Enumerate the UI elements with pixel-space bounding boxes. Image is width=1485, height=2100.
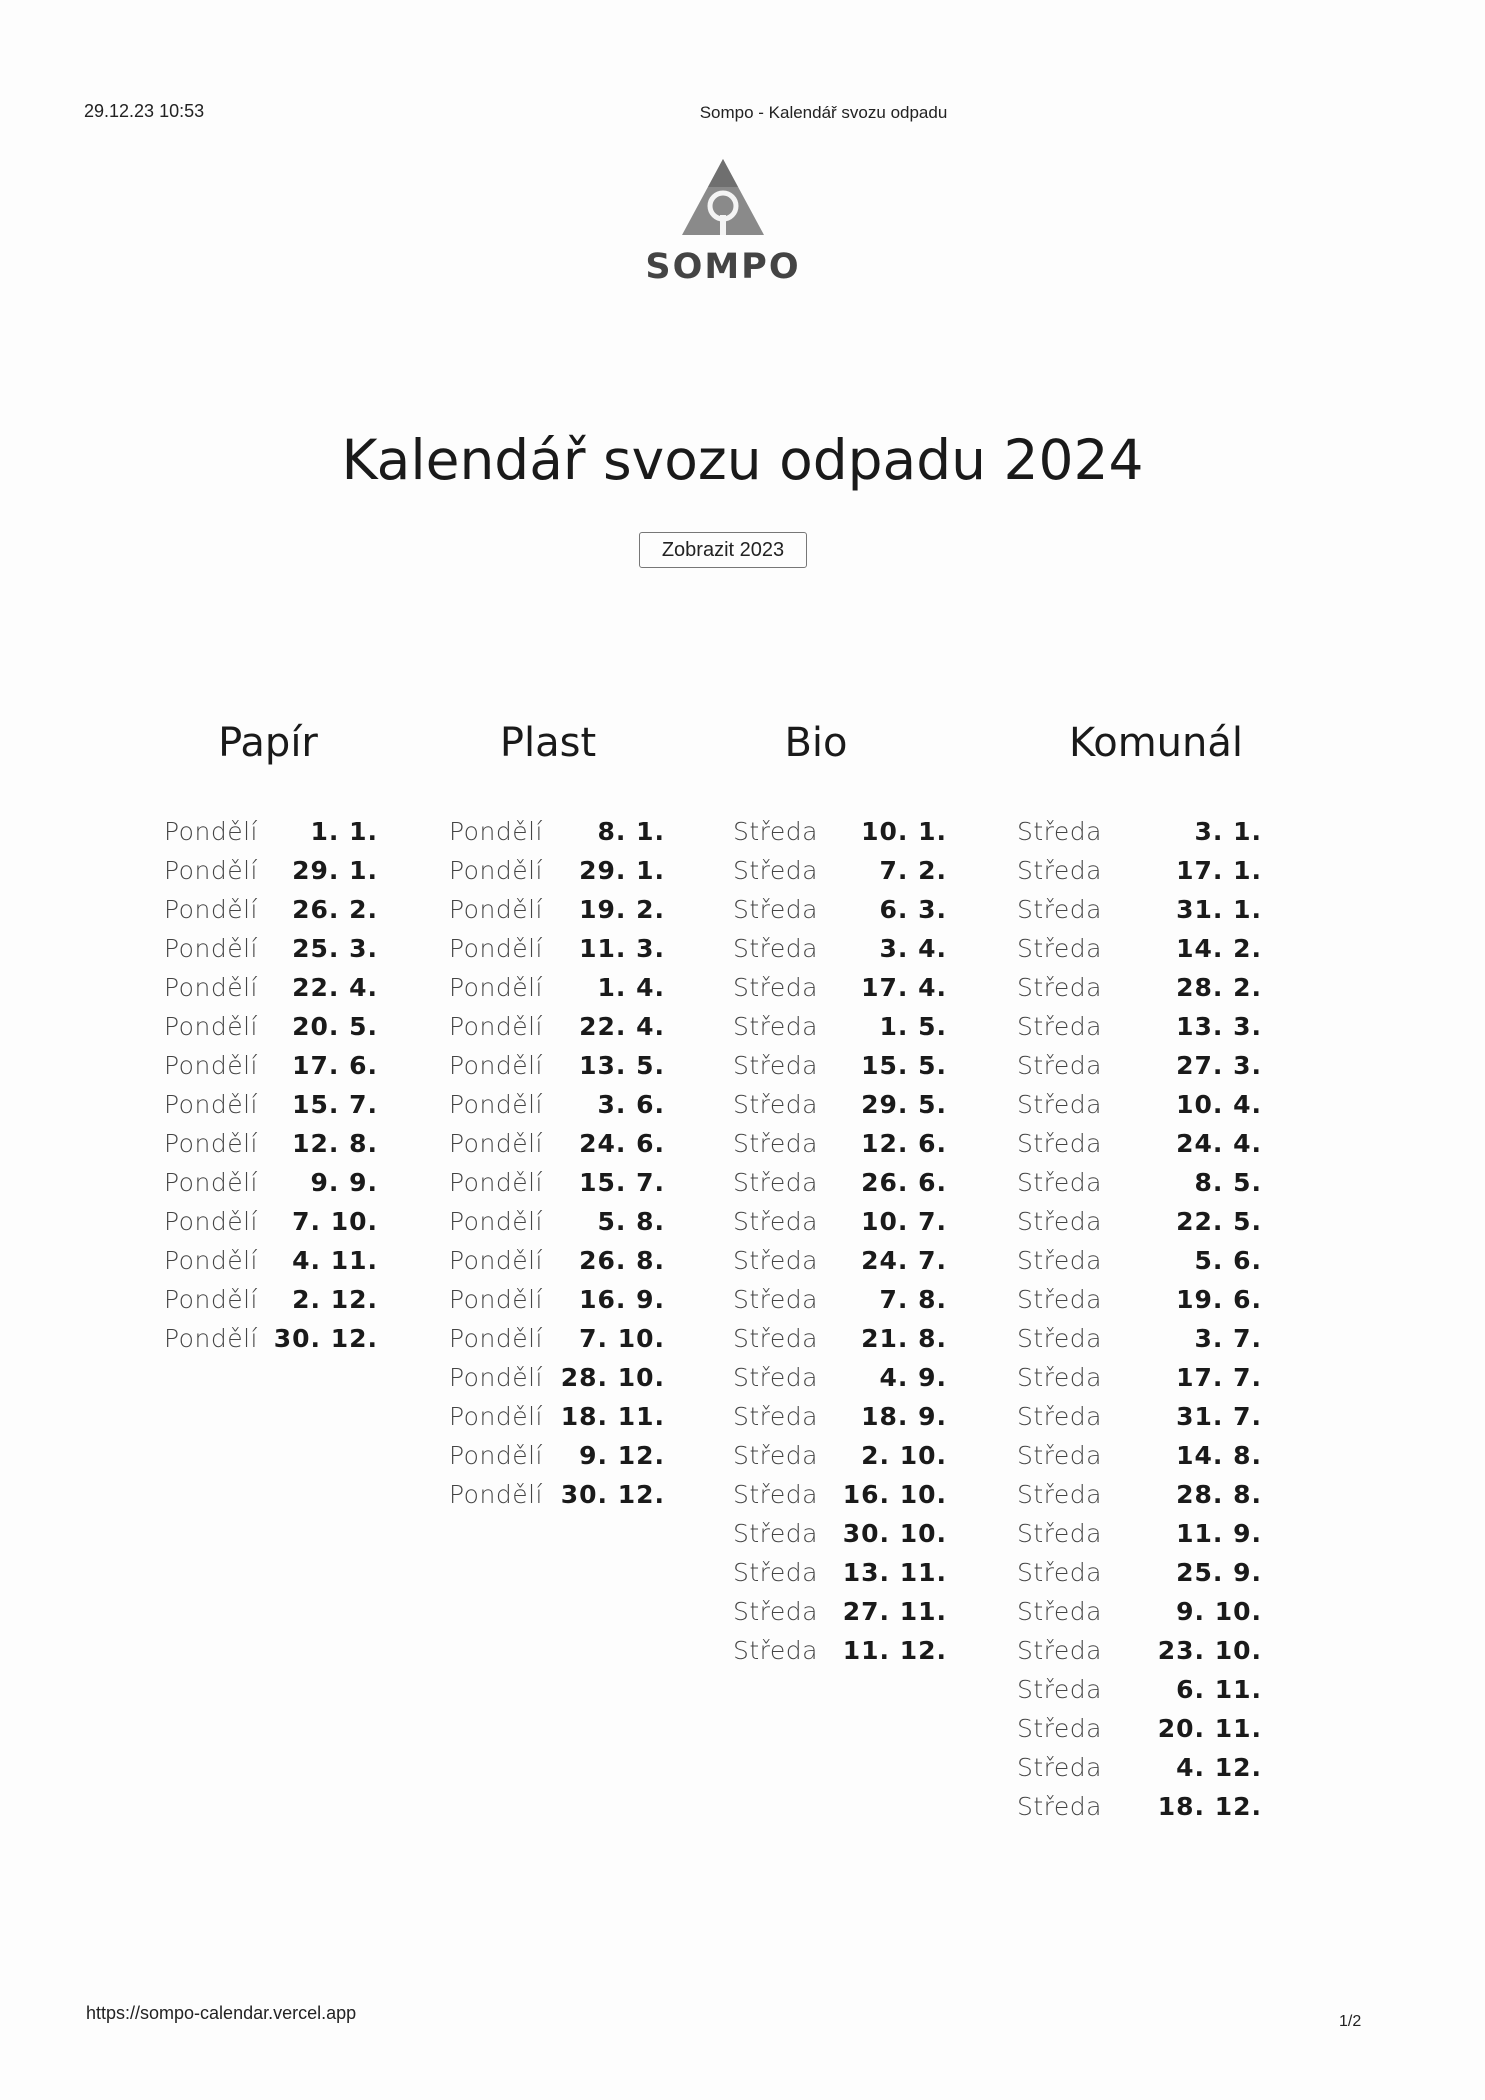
schedule-row <box>449 1085 665 1124</box>
schedule-row <box>1017 968 1262 1007</box>
pickup-date: 16. 10. <box>842 1480 947 1509</box>
pickup-date: 13. 3. <box>1176 1012 1262 1041</box>
pickup-date: 28. 2. <box>1176 973 1262 1002</box>
schedule-row <box>164 1007 378 1046</box>
schedule-row <box>449 851 665 890</box>
schedule-row <box>1017 1358 1262 1397</box>
pickup-date: 22. 5. <box>1176 1207 1262 1236</box>
pickup-date: 4. 11. <box>292 1246 378 1275</box>
page-title: Kalendář svozu odpadu 2024 <box>341 428 1144 492</box>
pickup-day: Středa <box>733 1207 818 1236</box>
pickup-day: Středa <box>1017 895 1102 924</box>
pickup-day: Pondělí <box>164 895 258 924</box>
pickup-day: Středa <box>1017 973 1102 1002</box>
pickup-day: Středa <box>1017 1792 1102 1821</box>
pickup-date: 17. 1. <box>1176 856 1262 885</box>
pickup-date: 18. 11. <box>560 1402 665 1431</box>
pickup-date: 18. 9. <box>861 1402 947 1431</box>
schedule-row <box>164 1202 378 1241</box>
pickup-date: 24. 4. <box>1176 1129 1262 1158</box>
pickup-day: Středa <box>1017 1714 1102 1743</box>
schedule-row <box>733 929 947 968</box>
pickup-day: Pondělí <box>449 1324 543 1353</box>
schedule-row <box>1017 851 1262 890</box>
schedule-row <box>1017 1436 1262 1475</box>
pickup-date: 30. 10. <box>842 1519 947 1548</box>
schedule-row <box>1017 1709 1262 1748</box>
pickup-day: Středa <box>1017 1324 1102 1353</box>
pickup-date: 31. 1. <box>1176 895 1262 924</box>
schedule-row <box>449 890 665 929</box>
pickup-day: Pondělí <box>449 934 543 963</box>
schedule-row <box>449 1319 665 1358</box>
schedule-row <box>164 1163 378 1202</box>
schedule-row <box>733 1553 947 1592</box>
pickup-day: Středa <box>1017 856 1102 885</box>
schedule-row <box>164 1280 378 1319</box>
pickup-date: 10. 7. <box>861 1207 947 1236</box>
pickup-day: Středa <box>1017 1636 1102 1665</box>
print-footer-url: https://sompo-calendar.vercel.app <box>86 2003 357 2023</box>
schedule-row <box>1017 1007 1262 1046</box>
schedule-row <box>733 1631 947 1670</box>
pickup-day: Pondělí <box>164 973 258 1002</box>
schedule-row <box>449 812 665 851</box>
pickup-date: 16. 9. <box>579 1285 665 1314</box>
schedule-row <box>449 1436 665 1475</box>
pickup-day: Středa <box>1017 1480 1102 1509</box>
pickup-date: 31. 7. <box>1176 1402 1262 1431</box>
schedule-column-plast <box>449 812 665 1514</box>
pickup-date: 14. 8. <box>1176 1441 1262 1470</box>
schedule-column-komunal <box>1017 812 1262 1826</box>
pickup-date: 12. 6. <box>861 1129 947 1158</box>
pickup-date: 28. 8. <box>1176 1480 1262 1509</box>
pickup-date: 6. 3. <box>879 895 947 924</box>
schedule-row <box>733 1163 947 1202</box>
pickup-date: 11. 9. <box>1176 1519 1262 1548</box>
pickup-day: Středa <box>733 1051 818 1080</box>
pickup-day: Pondělí <box>449 856 543 885</box>
schedule-row <box>1017 812 1262 851</box>
print-page-title: Sompo - Kalendář svozu odpadu <box>699 103 948 122</box>
pickup-date: 11. 12. <box>842 1636 947 1665</box>
schedule-row <box>733 1358 947 1397</box>
schedule-row <box>449 1358 665 1397</box>
pickup-date: 4. 12. <box>1176 1753 1262 1782</box>
pickup-date: 23. 10. <box>1157 1636 1262 1665</box>
pickup-day: Pondělí <box>164 1090 258 1119</box>
pickup-date: 29. 1. <box>292 856 378 885</box>
pickup-day: Středa <box>733 1597 818 1626</box>
schedule-row <box>449 1046 665 1085</box>
schedule-row <box>1017 1553 1262 1592</box>
schedule-row <box>733 812 947 851</box>
pickup-date: 26. 6. <box>861 1168 947 1197</box>
pickup-date: 22. 4. <box>292 973 378 1002</box>
pickup-day: Středa <box>1017 1090 1102 1119</box>
schedule-row <box>733 1241 947 1280</box>
pickup-date: 11. 3. <box>579 934 665 963</box>
pickup-date: 3. 7. <box>1194 1324 1262 1353</box>
pickup-day: Pondělí <box>164 1129 258 1158</box>
schedule-row <box>733 1475 947 1514</box>
pickup-day: Středa <box>733 817 818 846</box>
pickup-day: Středa <box>733 895 818 924</box>
schedule-row <box>449 1202 665 1241</box>
pickup-date: 29. 5. <box>861 1090 947 1119</box>
pickup-date: 9. 12. <box>579 1441 665 1470</box>
pickup-day: Pondělí <box>449 1012 543 1041</box>
schedule-row <box>1017 1514 1262 1553</box>
schedule-row <box>733 1592 947 1631</box>
pickup-date: 4. 9. <box>879 1363 947 1392</box>
pickup-date: 27. 3. <box>1176 1051 1262 1080</box>
pickup-day: Pondělí <box>449 973 543 1002</box>
pickup-day: Pondělí <box>164 1012 258 1041</box>
pickup-date: 21. 8. <box>861 1324 947 1353</box>
schedule-row <box>1017 1046 1262 1085</box>
pickup-day: Pondělí <box>449 1090 543 1119</box>
print-datetime: 29.12.23 10:53 <box>84 101 205 121</box>
pickup-day: Pondělí <box>164 817 258 846</box>
pickup-day: Středa <box>733 1090 818 1119</box>
pickup-date: 7. 10. <box>579 1324 665 1353</box>
pickup-day: Pondělí <box>449 1051 543 1080</box>
schedule-row <box>1017 1670 1262 1709</box>
pickup-date: 19. 6. <box>1176 1285 1262 1314</box>
schedule-column-papir <box>164 812 378 1358</box>
pickup-day: Středa <box>1017 1168 1102 1197</box>
schedule-row <box>449 1241 665 1280</box>
pickup-day: Pondělí <box>164 1168 258 1197</box>
schedule-row <box>1017 1631 1262 1670</box>
schedule-row <box>1017 1397 1262 1436</box>
pickup-day: Pondělí <box>164 856 258 885</box>
pickup-date: 5. 6. <box>1194 1246 1262 1275</box>
pickup-day: Středa <box>1017 1363 1102 1392</box>
sompo-logo-text: SOMPO <box>645 247 801 287</box>
schedule-row <box>449 1280 665 1319</box>
pickup-day: Středa <box>733 1363 818 1392</box>
pickup-date: 3. 6. <box>597 1090 665 1119</box>
schedule-row <box>449 1475 665 1514</box>
schedule-row <box>733 1436 947 1475</box>
schedule-row <box>164 1319 378 1358</box>
pickup-date: 7. 10. <box>292 1207 378 1236</box>
pickup-day: Středa <box>1017 1519 1102 1548</box>
pickup-date: 1. 1. <box>310 817 378 846</box>
schedule-row <box>1017 1163 1262 1202</box>
pickup-day: Pondělí <box>449 895 543 924</box>
pickup-day: Středa <box>1017 1753 1102 1782</box>
pickup-date: 20. 11. <box>1157 1714 1262 1743</box>
pickup-date: 15. 5. <box>861 1051 947 1080</box>
pickup-date: 30. 12. <box>560 1480 665 1509</box>
schedule-row <box>733 1202 947 1241</box>
schedule-row <box>164 1085 378 1124</box>
pickup-day: Středa <box>733 1441 818 1470</box>
schedule-row <box>164 851 378 890</box>
schedule-row <box>164 1241 378 1280</box>
pickup-day: Pondělí <box>164 1285 258 1314</box>
pickup-day: Středa <box>1017 1441 1102 1470</box>
sompo-logo-icon <box>678 157 768 237</box>
pickup-date: 29. 1. <box>579 856 665 885</box>
schedule-row <box>1017 1085 1262 1124</box>
schedule-row <box>1017 1241 1262 1280</box>
pickup-day: Středa <box>1017 1246 1102 1275</box>
schedule-row <box>733 1397 947 1436</box>
schedule-row <box>164 968 378 1007</box>
schedule-column-bio <box>733 812 947 1670</box>
pickup-day: Pondělí <box>449 1207 543 1236</box>
schedule-row <box>733 1514 947 1553</box>
pickup-day: Pondělí <box>164 1207 258 1236</box>
pickup-day: Středa <box>1017 1051 1102 1080</box>
schedule-row <box>164 890 378 929</box>
schedule-row <box>733 851 947 890</box>
schedule-row <box>449 1124 665 1163</box>
pickup-date: 27. 11. <box>842 1597 947 1626</box>
pickup-day: Středa <box>733 1168 818 1197</box>
pickup-date: 15. 7. <box>579 1168 665 1197</box>
pickup-day: Středa <box>1017 1402 1102 1431</box>
pickup-day: Pondělí <box>449 1246 543 1275</box>
pickup-date: 22. 4. <box>579 1012 665 1041</box>
pickup-day: Pondělí <box>449 1129 543 1158</box>
pickup-day: Pondělí <box>164 934 258 963</box>
schedule-row <box>1017 1202 1262 1241</box>
pickup-day: Středa <box>733 1558 818 1587</box>
pickup-date: 26. 8. <box>579 1246 665 1275</box>
pickup-date: 19. 2. <box>579 895 665 924</box>
pickup-date: 13. 5. <box>579 1051 665 1080</box>
schedule-row <box>449 1007 665 1046</box>
schedule-row <box>1017 1124 1262 1163</box>
pickup-date: 24. 7. <box>861 1246 947 1275</box>
pickup-date: 17. 6. <box>292 1051 378 1080</box>
pickup-date: 28. 10. <box>560 1363 665 1392</box>
pickup-date: 2. 10. <box>861 1441 947 1470</box>
pickup-date: 6. 11. <box>1176 1675 1262 1704</box>
pickup-date: 1. 5. <box>879 1012 947 1041</box>
schedule-row <box>733 1319 947 1358</box>
schedule-row <box>449 929 665 968</box>
pickup-day: Pondělí <box>449 1168 543 1197</box>
pickup-day: Středa <box>733 1402 818 1431</box>
schedule-row <box>1017 929 1262 968</box>
pickup-date: 12. 8. <box>292 1129 378 1158</box>
pickup-date: 8. 5. <box>1194 1168 1262 1197</box>
pickup-day: Středa <box>733 1324 818 1353</box>
column-header-komunal: Komunál <box>1068 720 1243 766</box>
pickup-day: Středa <box>733 856 818 885</box>
pickup-day: Středa <box>733 1285 818 1314</box>
pickup-date: 14. 2. <box>1176 934 1262 963</box>
pickup-day: Pondělí <box>164 1246 258 1275</box>
pickup-date: 10. 1. <box>861 817 947 846</box>
pickup-day: Středa <box>733 1636 818 1665</box>
pickup-date: 3. 4. <box>879 934 947 963</box>
pickup-day: Středa <box>1017 1129 1102 1158</box>
pickup-day: Středa <box>1017 1597 1102 1626</box>
show-previous-year-button[interactable]: Zobrazit 2023 <box>639 532 807 568</box>
pickup-date: 25. 3. <box>292 934 378 963</box>
schedule-row <box>164 812 378 851</box>
pickup-date: 24. 6. <box>579 1129 665 1158</box>
pickup-day: Pondělí <box>449 1402 543 1431</box>
schedule-row <box>733 890 947 929</box>
pickup-date: 20. 5. <box>292 1012 378 1041</box>
pickup-date: 17. 4. <box>861 973 947 1002</box>
pickup-day: Pondělí <box>164 1324 258 1353</box>
schedule-row <box>733 1046 947 1085</box>
schedule-row <box>733 1007 947 1046</box>
pickup-date: 30. 12. <box>273 1324 378 1353</box>
pickup-date: 8. 1. <box>597 817 665 846</box>
schedule-row <box>733 1124 947 1163</box>
pickup-date: 5. 8. <box>597 1207 665 1236</box>
pickup-date: 10. 4. <box>1176 1090 1262 1119</box>
pickup-day: Středa <box>733 1246 818 1275</box>
pickup-day: Středa <box>733 1519 818 1548</box>
schedule-row <box>733 1280 947 1319</box>
column-header-papir: Papír <box>218 720 318 766</box>
pickup-day: Středa <box>733 1129 818 1158</box>
pickup-day: Středa <box>733 1480 818 1509</box>
pickup-day: Pondělí <box>164 1051 258 1080</box>
print-page-number: 1/2 <box>1339 2013 1362 2030</box>
pickup-date: 18. 12. <box>1157 1792 1262 1821</box>
schedule-row <box>164 1046 378 1085</box>
pickup-date: 3. 1. <box>1194 817 1262 846</box>
pickup-day: Pondělí <box>449 1363 543 1392</box>
pickup-date: 9. 9. <box>310 1168 378 1197</box>
schedule-row <box>1017 1787 1262 1826</box>
schedule-row <box>1017 1592 1262 1631</box>
pickup-date: 9. 10. <box>1176 1597 1262 1626</box>
pickup-day: Středa <box>1017 817 1102 846</box>
schedule-row <box>1017 890 1262 929</box>
pickup-day: Středa <box>1017 1558 1102 1587</box>
pickup-day: Středa <box>733 973 818 1002</box>
schedule-row <box>449 968 665 1007</box>
pickup-date: 7. 2. <box>879 856 947 885</box>
pickup-date: 26. 2. <box>292 895 378 924</box>
pickup-date: 17. 7. <box>1176 1363 1262 1392</box>
pickup-day: Středa <box>1017 1207 1102 1236</box>
pickup-date: 13. 11. <box>842 1558 947 1587</box>
schedule-row <box>1017 1280 1262 1319</box>
column-header-plast: Plast <box>499 720 597 766</box>
pickup-day: Středa <box>1017 1675 1102 1704</box>
pickup-date: 7. 8. <box>879 1285 947 1314</box>
pickup-date: 15. 7. <box>292 1090 378 1119</box>
schedule-row <box>164 929 378 968</box>
pickup-date: 25. 9. <box>1176 1558 1262 1587</box>
pickup-day: Pondělí <box>449 1285 543 1314</box>
schedule-row <box>1017 1319 1262 1358</box>
pickup-day: Středa <box>1017 934 1102 963</box>
pickup-day: Pondělí <box>449 1441 543 1470</box>
schedule-row <box>164 1124 378 1163</box>
column-header-bio: Bio <box>784 720 848 766</box>
pickup-date: 1. 4. <box>597 973 665 1002</box>
pickup-day: Středa <box>1017 1285 1102 1314</box>
schedule-row <box>1017 1748 1262 1787</box>
pickup-day: Pondělí <box>449 1480 543 1509</box>
pickup-day: Středa <box>1017 1012 1102 1041</box>
pickup-day: Středa <box>733 934 818 963</box>
sompo-logo <box>638 157 808 292</box>
schedule-row <box>1017 1475 1262 1514</box>
schedule-row <box>733 968 947 1007</box>
schedule-row <box>449 1397 665 1436</box>
pickup-day: Středa <box>733 1012 818 1041</box>
pickup-day: Pondělí <box>449 817 543 846</box>
schedule-row <box>449 1163 665 1202</box>
schedule-row <box>733 1085 947 1124</box>
pickup-date: 2. 12. <box>292 1285 378 1314</box>
